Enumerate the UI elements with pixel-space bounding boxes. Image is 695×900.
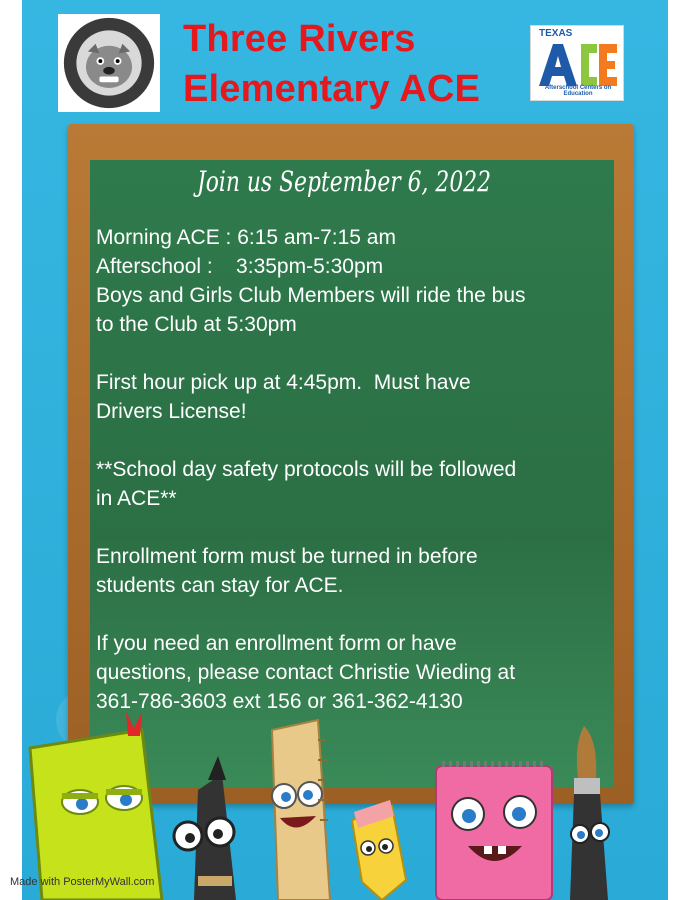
spacer [96, 426, 616, 455]
logo-state-text: TEXAS [539, 28, 573, 39]
spacer [96, 513, 616, 542]
bulldog-icon [61, 15, 157, 111]
line-phone: 361-786-3603 ext 156 or 361-362-4130 [96, 690, 463, 713]
paintbrush-character-icon [570, 726, 609, 900]
book-character-icon [30, 712, 162, 900]
line-contact: If you need an enrollment form or have [96, 632, 457, 655]
ruler-character-icon [272, 720, 330, 900]
spacer [96, 600, 616, 629]
line-boys-girls-club: Boys and Girls Club Members will ride the bus [96, 284, 526, 307]
date-headline: Join us September 6, 2022 [196, 165, 492, 198]
line-club-time: to the Club at 5:30pm [96, 313, 297, 336]
line-pickup: First hour pick up at 4:45pm. Must have [96, 371, 471, 394]
line-contact-2: questions, please contact Christie Wieding at [96, 661, 516, 684]
line-safety-ace: in ACE** [96, 487, 177, 510]
page-title [183, 14, 523, 114]
title-line-1: Three Rivers [183, 18, 416, 60]
spacer [96, 339, 616, 368]
line-license: Drivers License! [96, 400, 247, 423]
line-enrollment-2: students can stay for ACE. [96, 574, 344, 597]
line-enrollment: Enrollment form must be turned in before [96, 545, 478, 568]
ace-letters-icon [537, 38, 619, 88]
line-safety: **School day safety protocols will be followed [96, 458, 517, 481]
texas-ace-logo [530, 25, 624, 101]
logo-subtitle: Afterschool Centers on Education [544, 85, 612, 97]
line-morning-ace: Morning ACE : 6:15 am-7:15 am [96, 226, 396, 249]
pen-character-icon [174, 756, 236, 900]
pencil-character-icon [352, 800, 406, 900]
school-district-logo [58, 14, 160, 112]
announcement-text [96, 223, 616, 716]
watermark: Made with PosterMyWall.com [10, 876, 155, 888]
notepad-character-icon [436, 764, 552, 900]
title-line-2: Elementary ACE [183, 68, 481, 110]
school-supplies-characters [22, 700, 668, 900]
line-afterschool: Afterschool : 3:35pm-5:30pm [96, 255, 384, 278]
